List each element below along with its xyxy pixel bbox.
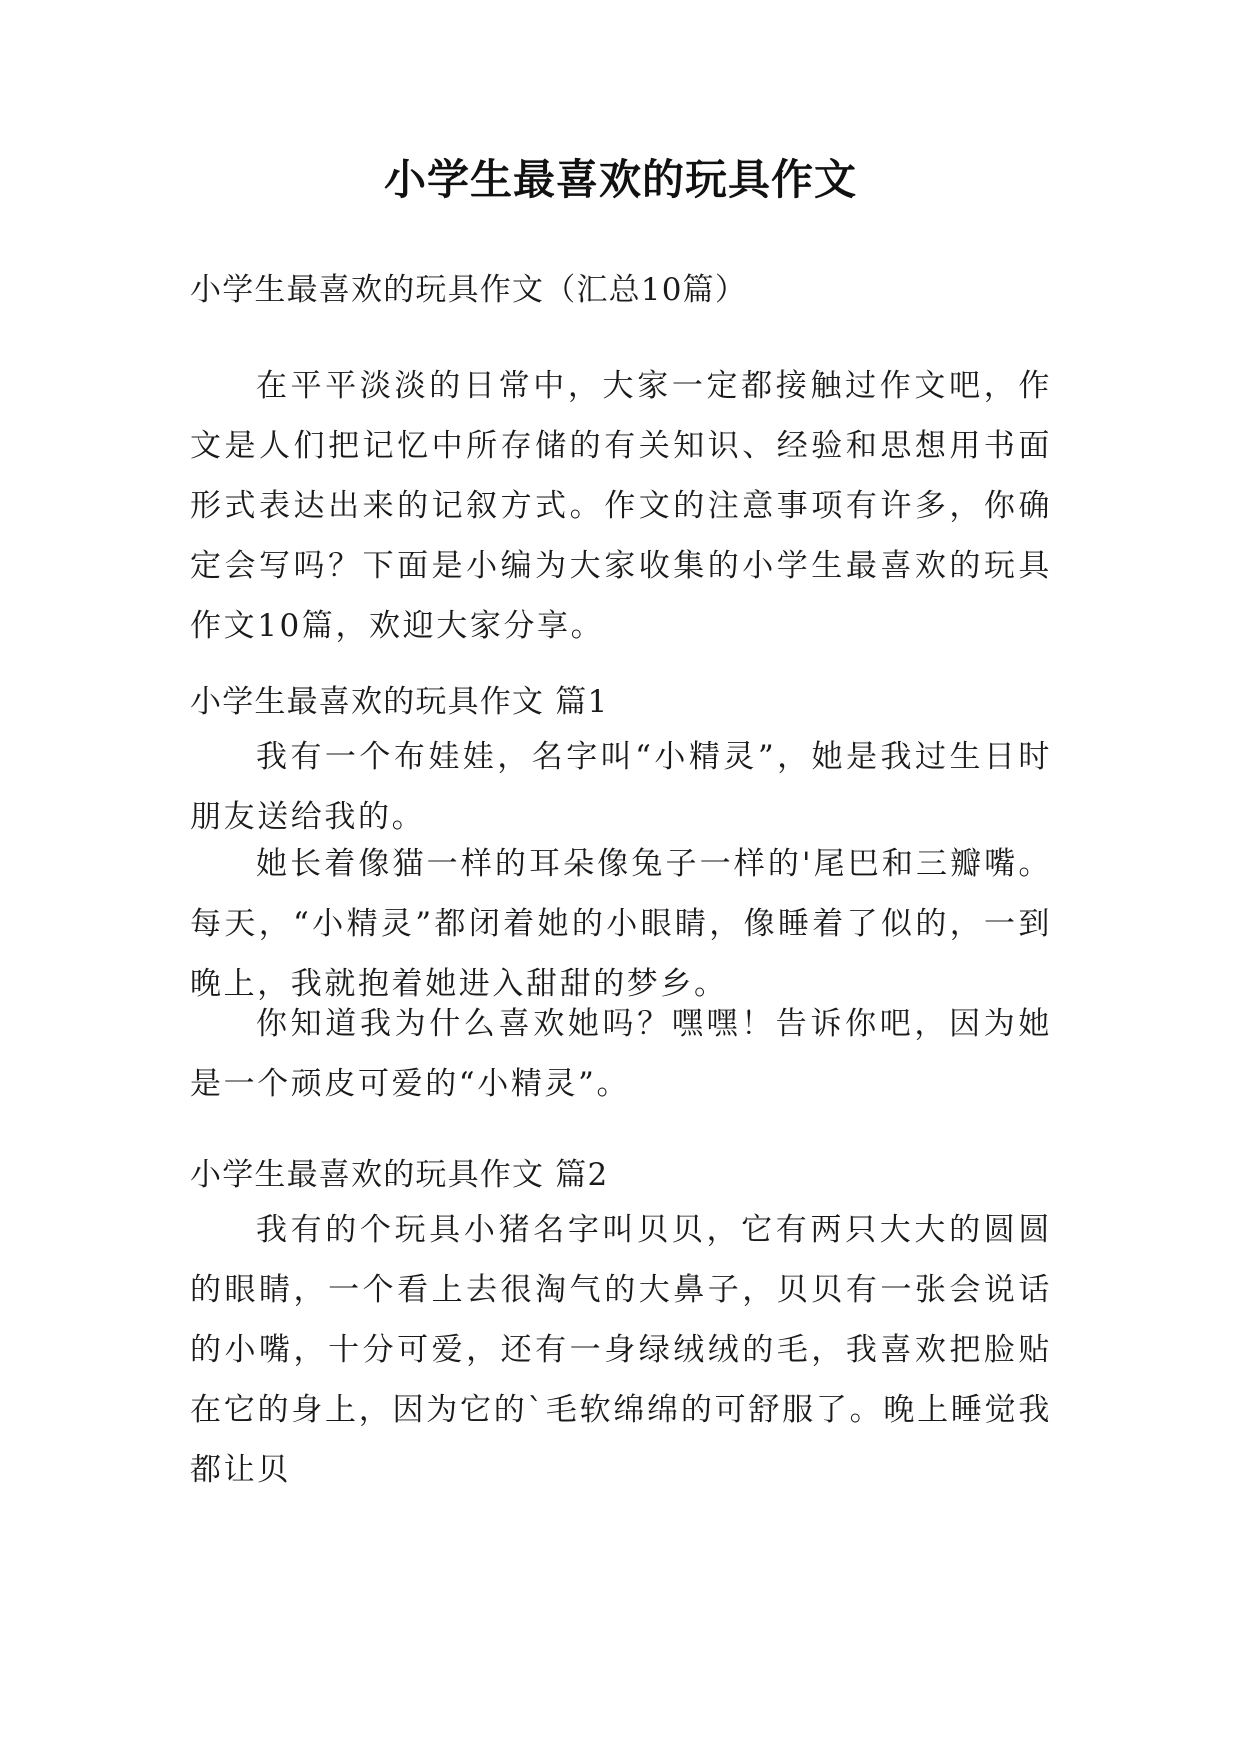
document-subtitle: 小学生最喜欢的玩具作文（汇总10篇）: [190, 272, 748, 308]
section-1-paragraph-3: 你知道我为什么喜欢她吗？嘿嘿！告诉你吧，因为她是一个顽皮可爱的“小精灵”。: [190, 1006, 1052, 1102]
section-1-heading: 小学生最喜欢的玩具作文 篇1: [190, 684, 609, 720]
document-title: 小学生最喜欢的玩具作文: [383, 155, 857, 204]
section-2-heading: 小学生最喜欢的玩具作文 篇2: [190, 1157, 609, 1193]
section-2-paragraph-1: 我有的个玩具小猪名字叫贝贝，它有两只大大的圆圆的眼睛，一个看上去很淘气的大鼻子，贝贝有一张会说话的小嘴，十分可爱，还有一身绿绒绒的毛，我喜欢把脸贴在它的身上，因为它的`毛软绵绵的可舒服了。晚上睡觉我都让贝: [190, 1212, 1052, 1488]
section-1-paragraph-2: 她长着像猫一样的耳朵像兔子一样的'尾巴和三瓣嘴。每天，“小精灵”都闭着她的小眼睛，像睡着了似的，一到晚上，我就抱着她进入甜甜的梦乡。: [190, 846, 1052, 1002]
intro-paragraph: 在平平淡淡的日常中，大家一定都接触过作文吧，作文是人们把记忆中所存储的有关知识、经验和思想用书面形式表达出来的记叙方式。作文的注意事项有许多，你确定会写吗？下面是小编为大家收集的小学生最喜欢的玩具作文10篇，欢迎大家分享。: [190, 368, 1052, 644]
section-1-paragraph-1: 我有一个布娃娃，名字叫“小精灵”，她是我过生日时朋友送给我的。: [190, 739, 1052, 835]
